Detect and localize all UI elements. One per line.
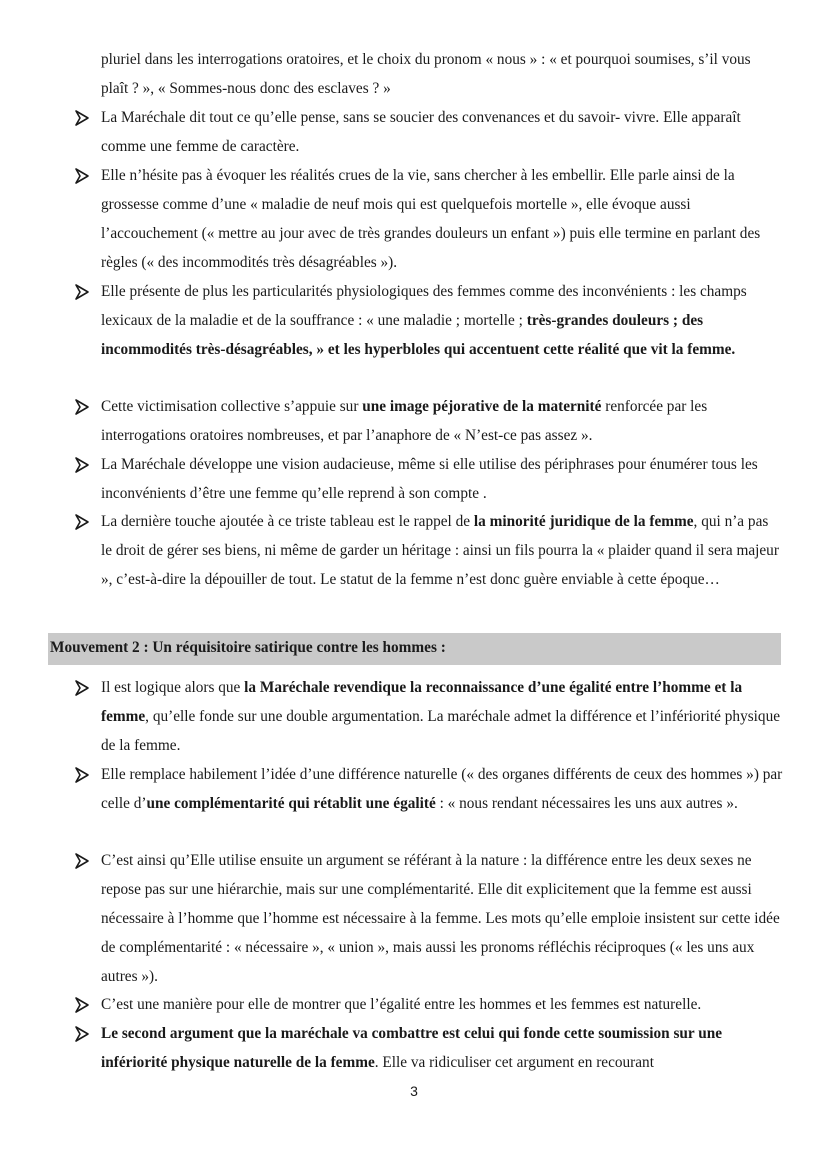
arrowhead-bullet-icon — [74, 852, 90, 870]
section-heading — [48, 633, 781, 665]
arrowhead-bullet-icon — [74, 766, 90, 784]
page-number: 3 — [410, 1083, 418, 1099]
arrowhead-bullet-icon — [74, 398, 90, 416]
section-heading-text: Mouvement 2 : Un réquisitoire satirique contre les hommes : — [50, 639, 446, 656]
arrowhead-bullet-icon — [74, 1025, 90, 1043]
item-bold-text: très-grandes douleurs ; des incommodités très-désagréables, » et les hyperbloles qui accentuent cette réalité que vit la femme. — [101, 312, 736, 358]
item-bold-text: une image péjorative de la maternité — [362, 398, 602, 415]
item-text: Cette victimisation collective s’appuie sur — [101, 398, 363, 415]
item-text: C’est ainsi qu’Elle utilise ensuite un argument se référant à la nature : la différence entre les deux sexes ne repose pas sur une hiérarchie, mais sur une complémentarité. Elle dit explicitement que la femme est aussi nécessaire à l’homme que l’homme est nécessaire à la femme. Les mots qu’elle emploie insistent sur cette idée de complémentarité : « nécessaire », « union », mais aussi les pronoms réfléchis réciproques (« les uns aux autres »). — [101, 852, 780, 985]
item-text: : « nous rendant nécessaires les uns aux autres ». — [435, 795, 738, 812]
arrowhead-bullet-icon — [74, 456, 90, 474]
arrowhead-bullet-icon — [74, 513, 90, 531]
item-text: , qu’elle fonde sur une double argumentation. La maréchale admet la différence et l’infériorité physique de la femme. — [101, 708, 781, 754]
item-text: Elle remplace habilement l’idée d’une différence naturelle (« des organes différents de ceux des hommes ») par celle d’ — [101, 766, 783, 812]
item-text: La dernière touche ajoutée à ce triste tableau est le rappel de — [101, 513, 474, 530]
item-text: Il est logique alors que — [101, 679, 245, 696]
item-text: Elle n’hésite pas à évoquer les réalités crues de la vie, sans chercher à les embellir. Elle parle ainsi de la grossesse comme d’une « maladie de neuf mois qui est quelquefois mortelle », elle évoque aussi l’accouchement (« mettre au jour avec de très grandes douleurs un enfant ») puis elle termine en parlant des règles (« des incommodités très désagréables »). — [101, 167, 761, 271]
item-bold-text: la minorité juridique de la femme — [473, 513, 694, 530]
item-text: renforcée par les interrogations oratoires nombreuses, et par l’anaphore de « N’est-ce pas assez ». — [101, 398, 708, 444]
arrowhead-bullet-icon — [74, 167, 90, 185]
item-text: , qui n’a pas le droit de gérer ses biens, ni même de garder un héritage : ainsi un fils pourra la « plaider quand il sera majeur », c’est-à-dire la dépouiller de tout. Le statut de la femme n’est donc guère enviable à cette époque… — [101, 513, 779, 588]
item-text: Elle présente de plus les particularités physiologiques des femmes comme des inconvénients : les champs lexicaux de la maladie et de la souffrance : « une maladie ; mortelle ; — [101, 283, 747, 329]
item-bold-text: une complémentarité qui rétablit une égalité — [146, 795, 436, 812]
item-bold-text: Le second argument que la maréchale va combattre est celui qui fonde cette soumission sur une infériorité physique naturelle de la femme — [101, 1025, 723, 1071]
item-bold-text: la Maréchale revendique la reconnaissance d’une égalité entre l’homme et la femme — [101, 679, 743, 725]
arrowhead-bullet-icon — [74, 109, 90, 127]
item-text: La Maréchale développe une vision audacieuse, même si elle utilise des périphrases pour énumérer tous les inconvénients d’être une femme qu’elle reprend à son compte . — [101, 456, 758, 502]
arrowhead-bullet-icon — [74, 996, 90, 1014]
intro-paragraph — [101, 45, 781, 103]
item-text: . Elle va ridiculiser cet argument en recourant — [374, 1054, 654, 1071]
item-text: La Maréchale dit tout ce qu’elle pense, sans se soucier des convenances et du savoir- vivre. Elle apparaît comme une femme de caractère. — [101, 109, 741, 155]
intro-text: pluriel dans les interrogations oratoires, et le choix du pronom « nous » : « et pourquoi soumises, s’il vous plaît ? », « Sommes-nous donc des esclaves ? » — [101, 51, 751, 97]
arrowhead-bullet-icon — [74, 679, 90, 697]
arrowhead-bullet-icon — [74, 283, 90, 301]
item-text: C’est une manière pour elle de montrer que l’égalité entre les hommes et les femmes est naturelle. — [101, 996, 702, 1013]
